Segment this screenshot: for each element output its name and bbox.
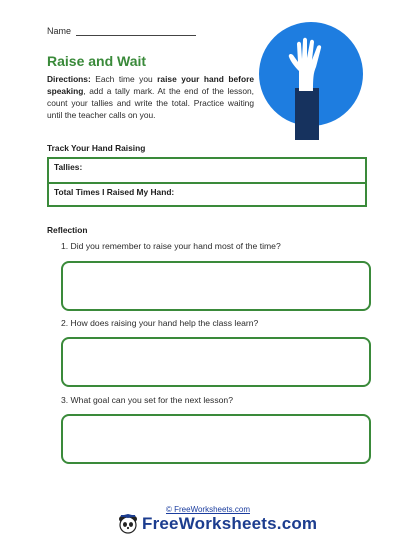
answer-box-1[interactable] xyxy=(61,261,371,311)
name-label: Name xyxy=(47,26,72,36)
track-heading: Track Your Hand Raising xyxy=(47,143,146,153)
question-3: 3. What goal can you set for the next lesson? xyxy=(61,395,233,405)
directions-part1: Each time you xyxy=(90,74,158,84)
question-2: 2. How does raising your hand help the class learn? xyxy=(61,318,259,328)
directions-bold: raise your hand before speaking xyxy=(47,74,254,96)
worksheet-title: Raise and Wait xyxy=(47,53,147,69)
directions-label: Directions: xyxy=(47,74,91,84)
logo-wordmark: FreeWorksheets.com xyxy=(142,514,318,533)
directions-text xyxy=(47,73,254,121)
name-input-line[interactable] xyxy=(76,26,196,36)
total-row[interactable]: Total Times I Raised My Hand: xyxy=(49,182,365,205)
tallies-row[interactable]: Tallies: xyxy=(54,162,83,172)
answer-box-2[interactable] xyxy=(61,337,371,387)
sleeve-illustration xyxy=(295,88,319,140)
question-1: 1. Did you remember to raise your hand most of the time? xyxy=(61,241,281,251)
name-field-row xyxy=(47,26,196,36)
answer-box-3[interactable] xyxy=(61,414,371,464)
site-logo xyxy=(117,514,317,534)
raised-hand-icon xyxy=(286,37,328,93)
directions-part2: , add a tally mark. At the end of the lesson, count your tallies and write the total. Practice waiting until the teacher calls on you. xyxy=(47,86,254,120)
reflection-heading: Reflection xyxy=(47,225,88,235)
copyright-link[interactable]: © FreeWorksheets.com xyxy=(166,505,250,514)
panda-icon xyxy=(117,514,139,534)
tally-table xyxy=(47,157,367,207)
